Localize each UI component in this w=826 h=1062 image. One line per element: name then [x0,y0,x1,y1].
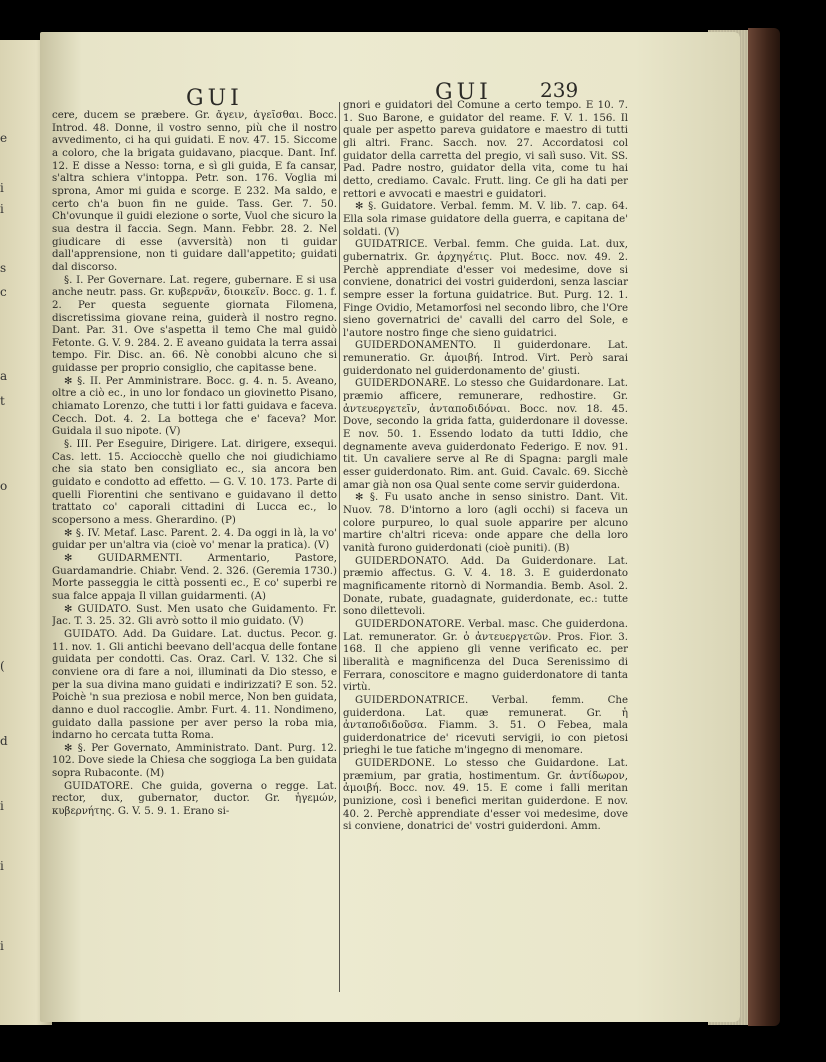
dictionary-entry: §. I. Per Governare. Lat. regere, gubernare. E si usa anche neutr. pass. Gr. κυβερνᾶν, διοικεῖν. Bocc. g. 1. f. 2. Per questa seguente giornata Filomena, discretissima giovane reina, guiderà il nostro regno. Dant. Par. 31. Ove s'aspetta il temo Che mal guidò Fetonte. G. V. 9. 284. 2. E aveano guidata la terra assai tempo. Fir. Disc. an. 66. Nè conobbi alcuno che si guidasse per proprio consiglio, che capitasse bene. [52,274,337,375]
dictionary-entry: ✻ GUIDARMENTI. Armentario, Pastore, Guardamandrie. Chiabr. Vend. 2. 326. (Geremia 1730.) Morte passeggia le città possenti ec., E co' superbi re sua falce appaja Il villan guidarmenti. (A) [52,552,337,602]
dictionary-entry: ✻ GUIDATO. Sust. Men usato che Guidamento. Fr. Jac. T. 3. 25. 32. Gli avrò sotto il mio guidato. (V) [52,603,337,628]
dictionary-entry: GUIDERDONE. Lo stesso che Guidardone. Lat. præmium, par gratia, hostimentum. Gr. ἀντίδωρον, ἀμοιβή. Bocc. nov. 49. 15. E come i falli meritan punizione, così i benefici meritan guiderdone. E nov. 40. 2. Perchè apprendiate d'esser voi medesime, dove si conviene, donatrici de' vostri guiderdoni. Amm. [343,758,628,833]
dictionary-entry: ✻ §. Guidatore. Verbal. femm. M. V. lib. 7. cap. 64. Ella sola rimase guidatore della guerra, e capitana de' soldati. (V) [343,201,628,238]
text-column-left [52,110,337,990]
margin-fragment: c [0,285,7,299]
dictionary-entry: GUIDERDONATRICE. Verbal. femm. Che guiderdona. Lat. quæ remunerat. Gr. ἡ ἀνταποδιδοῦσα. Fiamm. 3. 51. O Febea, mala guiderdonatrice de' ricevuti servigii, io con pietosi prieghi le tue fatiche m'ingegno di menomare. [343,694,628,757]
dictionary-entry: GUIDERDONARE. Lo stesso che Guidardonare. Lat. præmio afficere, remunerare, redhostire. Gr. ἀντευεργετεῖν, ἀνταποδιδόναι. Bocc. nov. 18. 45. Dove, secondo la grida fatta, guiderdonare il dovesse. E nov. 50. 1. Essendo lodato da tutti Iddio, che degnamente aveva guiderdonato Federigo. E nov. 91. tit. Un cavaliere serve al Re di Spagna: pargli male esser guiderdonato. Rim. ant. Guid. Cavalc. 69. Sicchè amar già non osa Qual sente come servir guiderdona. [343,378,628,491]
margin-fragment: t [0,394,5,408]
dictionary-entry: GUIDERDONAMENTO. Il guiderdonare. Lat. remuneratio. Gr. ἀμοιβή. Introd. Virt. Però sarai guiderdonato nel guiderdonamento de' giusti. [343,340,628,377]
text-column-right [343,100,628,980]
dictionary-entry: §. III. Per Eseguire, Dirigere. Lat. dirigere, exsequi. Cas. lett. 15. Acciocchè quello che noi giudichiamo che sia stato ben consigliato ec., sia ancora ben guidato e condotto ad effetto. — G. V. 10. 173. Parte di quelli Fiorentini che sentivano e guidavano il detto trattato co' caporali cittadini di Lucca ec., lo scopersono a mess. Gherardino. (P) [52,439,337,526]
dictionary-entry: ✻ §. Per Governato, Amministrato. Dant. Purg. 12. 102. Dove siede la Chiesa che soggioga La ben guidata sopra Rubaconte. (M) [52,742,337,780]
dictionary-entry: GUIDERDONATORE. Verbal. masc. Che guiderdona. Lat. remunerator. Gr. ὁ ἀντευεργετῶν. Pros. Fior. 3. 168. Il che appieno gli venne verificato ec. per liberalità e magnificenza del Duca Serenissimo di Ferrara, conoscitore e magno guiderdonatore di tanta virtù. [343,618,628,694]
dictionary-entry: GUIDERDONATO. Add. Da Guiderdonare. Lat. præmio affectus. G. V. 4. 18. 3. E guiderdonato magnificamente ritornò di Normandia. Bemb. Asol. 2. Donate, rubate, guadagnate, guiderdonate, ec.: tutte sono dilettevoli. [343,555,628,618]
dictionary-entry: GUIDATORE. Che guida, governa o regge. Lat. rector, dux, gubernator, ductor. Gr. ἡγεμών, κυβερνήτης. G. V. 5. 9. 1. Erano si- [52,780,337,818]
margin-fragment: a [0,369,8,383]
column-rule [339,102,340,992]
margin-fragment: i [0,799,4,813]
margin-fragment: s [0,261,7,275]
dictionary-entry: cere, ducem se præbere. Gr. ἄγειν, ἀγεῖσθαι. Bocc. Introd. 48. Donne, il vostro senno, più che il nostro avvedimento, ci ha qui guidati. E nov. 47. 15. Siccome a coloro, che la brigata guidavano, piacque. Dant. Inf. 12. E disse a Nesso: torna, e sì gli guida, E fa cansar, s'altra schiera v'intoppa. Petr. son. 176. Voglia mi sprona, Amor mi guida e scorge. E 232. Ma saldo, e certo ch'a buon fin ne guide. Tass. Ger. 7. 50. Ch'ovunque il guidi elezione o sorte, Vuol che sicuro la sua destra il faccia. Segn. Mann. Febbr. 28. 2. Nel giudicare di esse (avversità) non ti guidar dall'apprensione, non ti guidare dall'appetito; guidati dal discorso. [52,110,337,273]
dictionary-entry: gnori e guidatori del Comune a certo tempo. E 10. 7. 1. Suo Barone, e guidator del reame. F. V. 1. 156. Il quale per aspetto pareva guidatore e maestro di tutti gli altri. Franc. Sacch. nov. 27. Accordatosi col guidator della carretta del pregio, vi salì suso. Vit. SS. Pad. Padre nostro, guidator della vita, come tu hai detto, crediamo. Cavalc. Frutt. ling. Ce gli ha dati per rettori e avvocati e maestri e guidatori. [343,100,628,200]
dictionary-entry: ✻ §. II. Per Amministrare. Bocc. g. 4. n. 5. Aveano, oltre a ciò ec., in uno lor fondaco un giovinetto Pisano, chiamato Lorenzo, che tutti i lor fatti guidava e faceva. Cecch. Dot. 4. 2. La bottega che e' faceva? Mor. Guidala il suo nipote. (V) [52,375,337,438]
book-cover [748,28,780,1026]
margin-fragment: i [0,939,4,953]
dictionary-entry: ✻ §. IV. Metaf. Lasc. Parent. 2. 4. Da oggi in là, la vo' guidar per un'altra via (cioè vo' menar la pratica). (V) [52,527,337,552]
margin-fragment: i [0,181,4,195]
dictionary-entry: GUIDATO. Add. Da Guidare. Lat. ductus. Pecor. g. 11. nov. 1. Gli antichi beevano dell'acqua delle fontane guidata per condotti. Cas. Oraz. Carl. V. 132. Che si conviene ora di fare a noi, illuminati da Dio stesso, e per la sua divina mano guidati e indirizzati? E son. 52. Poichè 'n sua preziosa e nobil merce, Non ben guidata, danno e duol raccoglie. Ambr. Furt. 4. 11. Nondimeno, guidato dalla passione per aver perso la roba mia, indarno ho cercata tutta Roma. [52,628,337,742]
margin-fragment: i [0,202,4,216]
running-head-left: GUI [186,86,243,111]
margin-fragment: ( [0,659,5,673]
dictionary-entry: ✻ §. Fu usato anche in senso sinistro. Dant. Vit. Nuov. 78. D'intorno a loro (agli occhi) si faceva un colore purpureo, lo qual suole apparire per alcuno martire ch'altri riceva: onde appare che della loro vanità furono guiderdonati (cioè puniti). (B) [343,492,628,554]
margin-fragment: o [0,479,8,493]
page-number: 239 [540,78,579,102]
margin-fragment: i [0,859,4,873]
dictionary-entry: GUIDATRICE. Verbal. femm. Che guida. Lat. dux, gubernatrix. Gr. ἀρχηγέτις. Plut. Bocc. nov. 49. 2. Perchè apprendiate d'esser voi medesime, dove si conviene, donatrici dei vostri guiderdoni, senza lasciar sempre esser la fortuna guidatrice. But. Purg. 12. 1. Finge Ovidio, Metamorfosi nel secondo libro, che l'Ore sieno governatrici de' cavalli del carro del Sole, e l'autore nostro finge che sieno guidatrici. [343,239,628,339]
margin-fragment: e [0,131,8,145]
running-head-right: GUI [435,80,492,105]
margin-fragment: d [0,734,8,748]
